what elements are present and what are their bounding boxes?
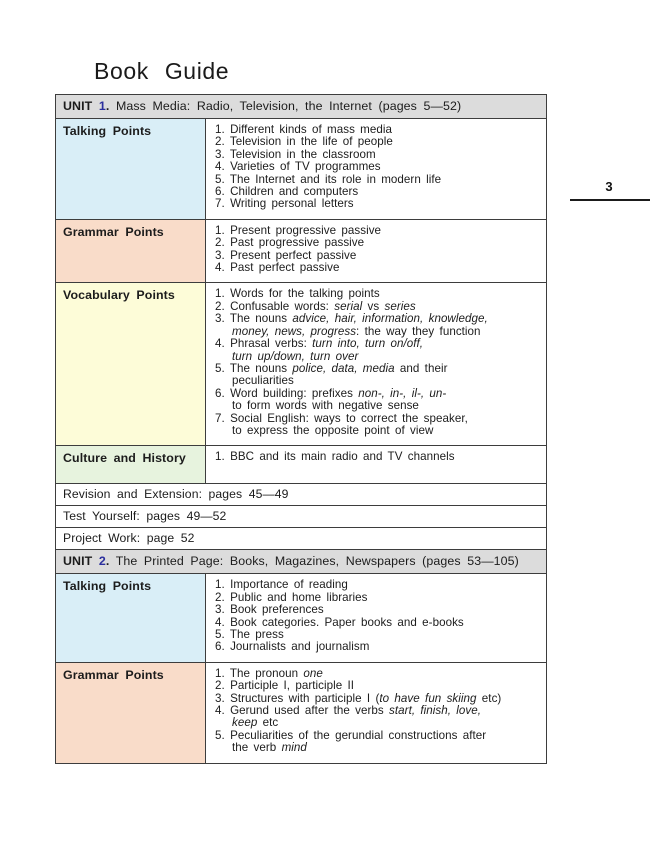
item-number: 2. bbox=[215, 679, 225, 693]
project-work-row: Project Work: page 52 bbox=[56, 528, 547, 550]
item-number: 5. bbox=[215, 728, 225, 742]
item-number: 7. bbox=[215, 411, 225, 425]
vocabulary-points-unit1-seg: : the way they function bbox=[356, 324, 481, 338]
grammar-points-unit1-seg: Present progressive passive bbox=[230, 223, 382, 237]
item-number: 6. bbox=[215, 640, 225, 654]
talking-points-unit2-seg: Importance of reading bbox=[230, 578, 348, 592]
item-number: 1. bbox=[215, 578, 225, 592]
revision-extension-row-row bbox=[56, 484, 547, 506]
grammar-points-unit2-seg: Participle I, participle II bbox=[230, 679, 355, 693]
grammar-points-unit2-seg: one bbox=[303, 666, 323, 680]
grammar-points-unit2-seg: keep bbox=[232, 716, 258, 730]
item-number: 5. bbox=[215, 627, 225, 641]
list-item bbox=[215, 262, 542, 274]
item-number: 6. bbox=[215, 185, 225, 199]
unit-1-header-seg: UNIT bbox=[63, 99, 99, 113]
grammar-points-unit2-label: Grammar Points bbox=[56, 662, 206, 763]
unit-1-header-seg: . bbox=[105, 99, 110, 113]
list-item bbox=[215, 730, 542, 755]
item-number: 3. bbox=[215, 147, 225, 161]
unit-2-header bbox=[56, 550, 547, 574]
vocabulary-points-unit1-seg: peculiarities bbox=[232, 374, 294, 388]
revision-extension-row: Revision and Extension: pages 45—49 bbox=[56, 484, 547, 506]
grammar-points-unit2-seg: The pronoun bbox=[229, 666, 304, 680]
grammar-points-unit2-seg: the verb bbox=[232, 741, 282, 755]
grammar-points-unit2-seg: mind bbox=[281, 741, 307, 755]
grammar-points-unit2-row bbox=[56, 662, 547, 763]
vocabulary-points-unit1-seg: non-, in-, il-, un- bbox=[358, 386, 447, 400]
talking-points-unit1-seg: Writing personal letters bbox=[230, 197, 354, 211]
culture-history-unit1-label: Culture and History bbox=[56, 446, 206, 484]
list-item bbox=[215, 313, 542, 338]
talking-points-unit2-label: Talking Points bbox=[56, 574, 206, 662]
talking-points-unit1-seg: Television in the life of people bbox=[229, 135, 393, 149]
vocabulary-points-unit1-seg: Social English: ways to correct the speaker, bbox=[230, 411, 468, 425]
vocabulary-points-unit1-row bbox=[56, 283, 547, 446]
unit-1-header-seg: Mass Media: Radio, Television, the Internet (pages 5—52) bbox=[109, 99, 462, 113]
grammar-points-unit1-seg: Present perfect passive bbox=[230, 248, 357, 262]
culture-history-unit1-row bbox=[56, 446, 547, 484]
grammar-points-unit1-seg: Past perfect passive bbox=[230, 261, 340, 275]
item-number: 2. bbox=[215, 236, 225, 250]
grammar-points-unit2-content bbox=[206, 662, 547, 763]
vocabulary-points-unit1-seg: and their bbox=[394, 361, 448, 375]
page-number: 3 bbox=[605, 179, 613, 194]
talking-points-unit1-seg: Different kinds of mass media bbox=[230, 123, 393, 136]
item-number: 3. bbox=[215, 603, 225, 617]
vocabulary-points-unit1-seg: The nouns bbox=[229, 361, 293, 375]
unit-2-header-seg: The Printed Page: Books, Magazines, Newspapers (pages 53—105) bbox=[109, 554, 519, 569]
grammar-points-unit2-seg: etc) bbox=[476, 691, 502, 705]
vocabulary-points-unit1-content bbox=[206, 283, 547, 446]
grammar-points-unit2-seg: Structures with participle I ( bbox=[230, 691, 380, 705]
grammar-points-unit1-content bbox=[206, 219, 547, 283]
item-number: 3. bbox=[215, 691, 225, 705]
talking-points-unit1-row bbox=[56, 119, 547, 220]
grammar-points-unit2-seg: etc bbox=[257, 716, 279, 730]
talking-points-unit1-seg: The Internet and its role in modern life bbox=[229, 172, 442, 186]
list-item bbox=[215, 413, 542, 438]
vocabulary-points-unit1-seg: serial bbox=[334, 299, 363, 313]
vocabulary-points-unit1-seg: vs bbox=[362, 299, 385, 313]
vocabulary-points-unit1-seg: series bbox=[384, 299, 416, 313]
item-number: 7. bbox=[215, 197, 225, 211]
unit-number: 2 bbox=[98, 554, 106, 569]
grammar-points-unit1-seg: Past progressive passive bbox=[230, 236, 365, 250]
talking-points-unit2-seg: The press bbox=[229, 627, 284, 641]
list-item bbox=[215, 198, 542, 210]
vocabulary-points-unit1-label: Vocabulary Points bbox=[56, 283, 206, 446]
unit-2-header-seg: UNIT bbox=[63, 554, 99, 569]
item-number: 5. bbox=[215, 172, 225, 186]
item-number: 1. bbox=[215, 287, 225, 301]
talking-points-unit1-content bbox=[206, 119, 547, 220]
vocabulary-points-unit1-seg: to form words with negative sense bbox=[232, 399, 419, 413]
grammar-points-unit2-seg: to have fun skiing bbox=[379, 691, 477, 705]
talking-points-unit1-label: Talking Points bbox=[56, 119, 206, 220]
vocabulary-points-unit1-seg: Word building: prefixes bbox=[230, 386, 359, 400]
talking-points-unit2-seg: Journalists and journalism bbox=[230, 640, 370, 654]
item-number: 1. bbox=[215, 450, 225, 464]
talking-points-unit2-row bbox=[56, 574, 547, 662]
talking-points-unit2-seg: Book preferences bbox=[230, 603, 324, 617]
unit-2-header-seg: . bbox=[105, 554, 110, 569]
unit-number: 1 bbox=[98, 99, 106, 113]
item-number: 1. bbox=[215, 123, 225, 136]
vocabulary-points-unit1-seg: Phrasal verbs: bbox=[230, 337, 313, 351]
item-number: 2. bbox=[215, 299, 225, 313]
grammar-points-unit1-row bbox=[56, 219, 547, 283]
test-yourself-row: Test Yourself: pages 49—52 bbox=[56, 506, 547, 528]
item-number: 3. bbox=[215, 248, 225, 262]
vocabulary-points-unit1-seg: to express the opposite point of view bbox=[232, 423, 434, 437]
item-number: 4. bbox=[215, 261, 225, 275]
talking-points-unit2-seg: Book categories. Paper books and e-books bbox=[230, 615, 464, 629]
item-number: 5. bbox=[215, 361, 225, 375]
project-work-row-row bbox=[56, 528, 547, 550]
talking-points-unit2-content bbox=[206, 574, 547, 662]
talking-points-unit2-seg: Public and home libraries bbox=[230, 590, 368, 604]
grammar-points-unit2-seg: Gerund used after the verbs bbox=[230, 704, 390, 717]
test-yourself-row-row bbox=[56, 506, 547, 528]
vocabulary-points-unit1-seg: Words for the talking points bbox=[230, 287, 380, 301]
item-number: 3. bbox=[215, 312, 225, 326]
item-number: 4. bbox=[215, 160, 225, 174]
unit-1-header bbox=[56, 95, 547, 119]
list-item bbox=[215, 388, 542, 413]
item-number: 4. bbox=[215, 337, 225, 351]
item-number: 1. bbox=[215, 223, 225, 237]
item-number: 4. bbox=[215, 615, 225, 629]
vocabulary-points-unit1-seg: money, news, progress bbox=[232, 324, 357, 338]
talking-points-unit1-seg: Varieties of TV programmes bbox=[230, 160, 381, 174]
list-item bbox=[215, 641, 542, 653]
item-number: 6. bbox=[215, 386, 225, 400]
culture-history-unit1-content bbox=[206, 446, 547, 484]
grammar-points-unit1-label: Grammar Points bbox=[56, 219, 206, 283]
vocabulary-points-unit1-seg: turn up/down, turn over bbox=[232, 349, 359, 363]
vocabulary-points-unit1-seg: police, data, media bbox=[292, 361, 395, 375]
vocabulary-points-unit1-seg: turn into, turn on/off, bbox=[312, 337, 424, 351]
list-item bbox=[215, 451, 542, 463]
page-number-rule bbox=[570, 199, 650, 201]
culture-history-unit1-seg: BBC and its main radio and TV channels bbox=[230, 450, 455, 464]
talking-points-unit1-seg: Children and computers bbox=[230, 185, 359, 199]
item-number: 4. bbox=[215, 704, 225, 717]
vocabulary-points-unit1-seg: advice, hair, information, knowledge, bbox=[292, 312, 488, 326]
item-number: 2. bbox=[215, 590, 225, 604]
unit-2-header-row bbox=[56, 550, 547, 574]
list-item bbox=[215, 705, 542, 730]
unit-1-header-row bbox=[56, 95, 547, 119]
grammar-points-unit2-seg: start, finish, love, bbox=[389, 704, 482, 717]
book-guide-table bbox=[55, 94, 547, 764]
vocabulary-points-unit1-seg: The nouns bbox=[229, 312, 293, 326]
vocabulary-points-unit1-seg: Confusable words: bbox=[230, 299, 335, 313]
page-title: Book Guide bbox=[94, 58, 230, 84]
grammar-points-unit2-seg: Peculiarities of the gerundial constructions after bbox=[230, 728, 487, 742]
item-number: 2. bbox=[215, 135, 225, 149]
item-number: 1. bbox=[215, 666, 225, 680]
talking-points-unit1-seg: Television in the classroom bbox=[229, 147, 376, 161]
list-item bbox=[215, 363, 542, 388]
list-item bbox=[215, 338, 542, 363]
